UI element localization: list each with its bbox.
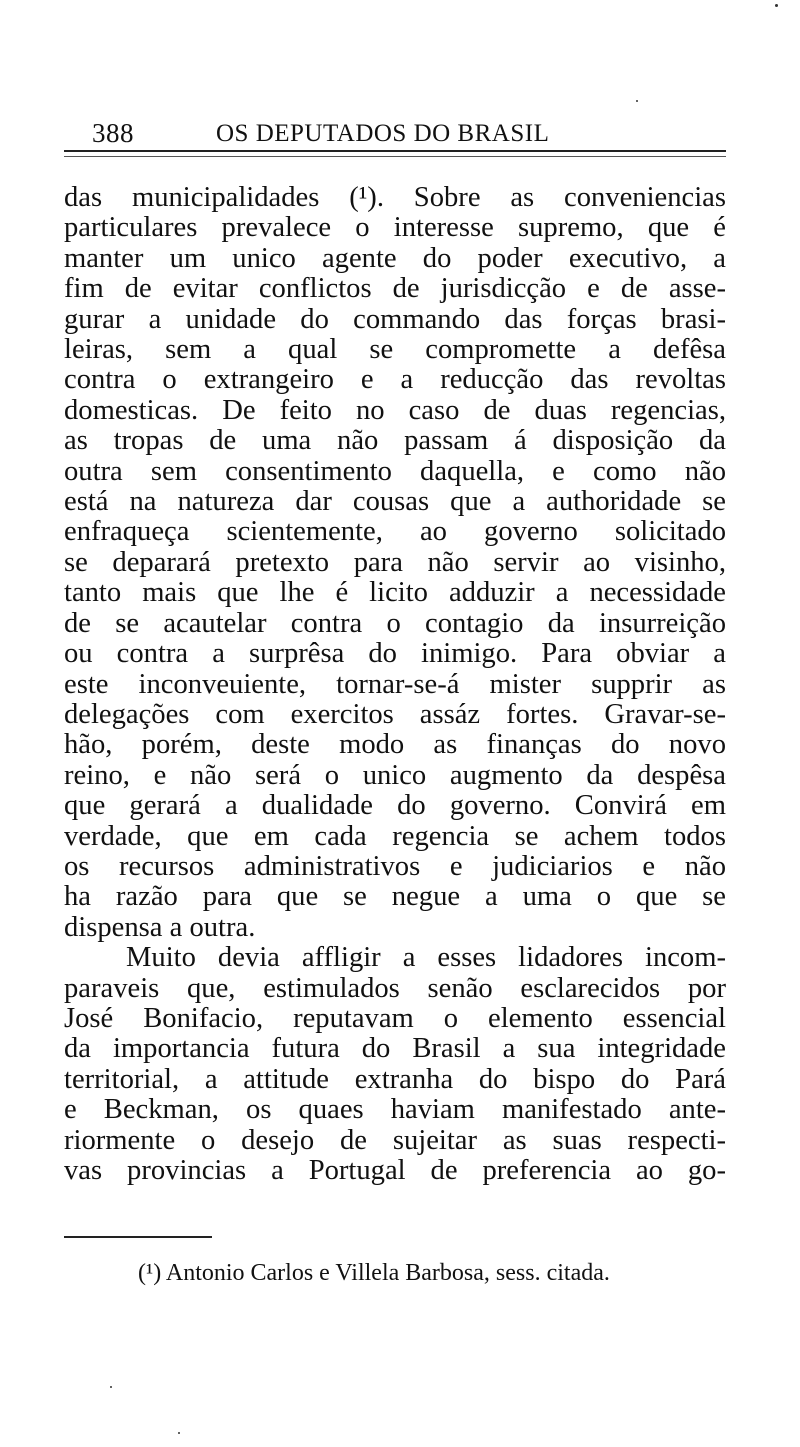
- running-header: [92, 112, 732, 152]
- text-line: dispensa a outra.: [64, 911, 256, 943]
- text-line: ha razão para que se negue a uma o que se: [64, 881, 726, 913]
- text-line: outra sem consentimento daquella, e como não: [64, 455, 726, 487]
- text-line: territorial, a attitude extranha do bispo do Pará: [64, 1063, 726, 1095]
- text-line: ou contra a surprêsa do inimigo. Para obviar a: [64, 638, 726, 670]
- text-line: os recursos administrativos e judiciarios e não: [64, 850, 726, 882]
- text-line: verdade, que em cada regencia se achem todos: [64, 820, 726, 852]
- scan-speck: [775, 4, 778, 7]
- text-line: José Bonifacio, reputavam o elemento essencial: [64, 1002, 726, 1034]
- running-title: OS DEPUTADOS DO BRASIL: [216, 120, 550, 147]
- text-line: está na natureza dar cousas que a authoridade se: [64, 486, 726, 518]
- text-line: riormente o desejo de sujeitar as suas respecti-: [64, 1124, 726, 1156]
- paragraph-2: [64, 943, 726, 1186]
- footnote: (¹) Antonio Carlos e Villela Barbosa, sess. citada.: [138, 1260, 610, 1286]
- scan-speck: [636, 100, 638, 102]
- text-line: de se acautelar contra o contagio da insurreição: [64, 607, 726, 639]
- footnote-rule: [64, 1236, 212, 1238]
- text-line: reino, e não será o unico augmento da despêsa: [64, 759, 726, 791]
- text-line: particulares prevalece o interesse supremo, que é: [64, 212, 726, 244]
- body-text: [64, 183, 726, 1186]
- text-line: da importancia futura do Brasil a sua integridade: [64, 1033, 726, 1065]
- header-rule-thin: [64, 156, 726, 157]
- text-line: leiras, sem a qual se compromette a defêsa: [64, 334, 726, 366]
- text-line: manter um unico agente do poder executivo, a: [64, 242, 726, 274]
- scan-speck: [178, 1432, 180, 1434]
- paragraph-1: [64, 183, 726, 943]
- text-line: fim de evitar conflictos de jurisdicção e de asse-: [64, 273, 726, 305]
- text-line: enfraqueça scientemente, ao governo solicitado: [64, 516, 726, 548]
- text-line: Muito devia affligir a esses lidadores incom-: [126, 942, 726, 974]
- text-line: tanto mais que lhe é licito adduzir a necessidade: [64, 577, 726, 609]
- text-line: este inconveuiente, tornar-se-á mister supprir as: [64, 668, 726, 700]
- text-line: delegações com exercitos assáz fortes. Gravar-se-: [64, 698, 726, 730]
- text-line: domesticas. De feito no caso de duas regencias,: [64, 394, 726, 426]
- text-line: as tropas de uma não passam á disposição da: [64, 425, 726, 457]
- text-line: hão, porém, deste modo as finanças do novo: [64, 729, 726, 761]
- page-number: 388: [92, 118, 134, 148]
- text-line: vas provincias a Portugal de preferencia ao go-: [64, 1155, 726, 1186]
- text-line: das municipalidades (¹). Sobre as conveniencias: [64, 182, 726, 213]
- text-line: e Beckman, os quaes haviam manifestado ante-: [64, 1094, 726, 1126]
- text-line: gurar a unidade do commando das forças brasi-: [64, 303, 726, 335]
- text-line: contra o extrangeiro e a reducção das revoltas: [64, 364, 726, 396]
- text-line: se deparará pretexto para não servir ao visinho,: [64, 546, 726, 578]
- text-line: que gerará a dualidade do governo. Convirá em: [64, 790, 726, 822]
- header-rule: [64, 150, 726, 152]
- text-line: paraveis que, estimulados senão esclarecidos por: [64, 972, 726, 1004]
- scan-speck: [110, 1386, 112, 1388]
